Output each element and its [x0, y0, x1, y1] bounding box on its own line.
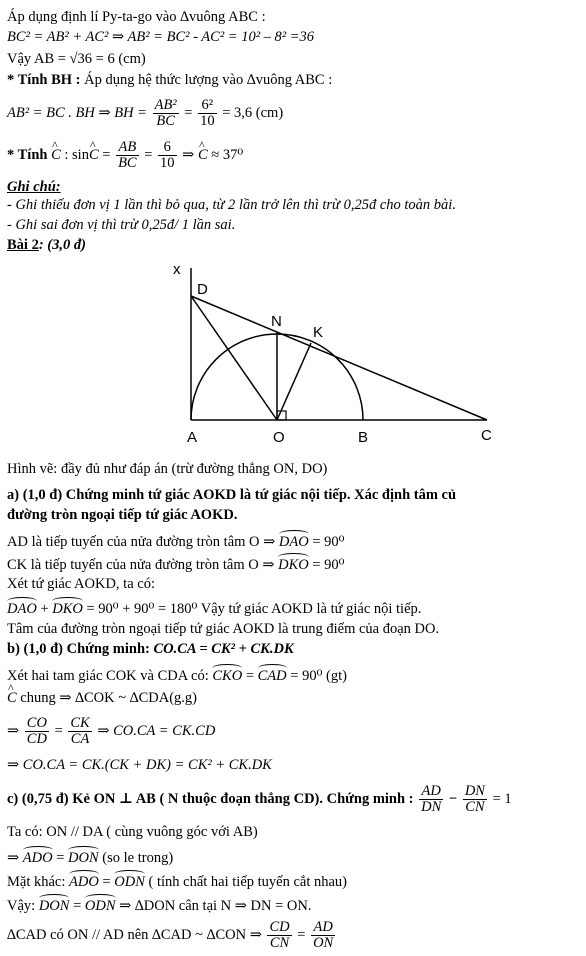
part-a-line-4: DAO + DKO = 90⁰ + 90⁰ = 180⁰ Vậy tứ giác AOKD là tứ giác nội tiếp. — [7, 597, 421, 618]
text-line-5: AB² = BC . BH ⇒ BH = $\frac{\text{AB²}}{BC}$ = $\frac{\text{6²}}{10}$ = 3,6 (cm) — [7, 97, 284, 129]
geometry-figure — [165, 258, 505, 450]
part-a-line-5: Tâm của đường tròn ngoại tiếp tứ giác AOKD là trung điểm của đoạn DO. — [7, 621, 440, 637]
text-line-3: Vậy AB = √36 = 6 (cm) — [7, 51, 146, 67]
fraction: $\frac{CO}{CD}$ — [26, 715, 47, 747]
part-a-line-3: Xét tứ giác AOKD, ta có: — [7, 576, 155, 592]
note-line-2: - Ghi sai đơn vị thì trừ 0,25đ/ 1 lần sai. — [7, 217, 236, 233]
text-line-6: * Tính ^ C : sin^ C = $\frac{AB}{BC}$ = $\frac{6}{10}$ ⇒ ^ C ≈ 37⁰ — [7, 140, 243, 171]
part-c-line-2: ⇒ ADO = DON (so le trong) — [7, 846, 173, 867]
part-c-line-1: Ta có: ON // DA ( cùng vuông góc với AB) — [7, 824, 258, 840]
part-b-line-1: Xét hai tam giác COK và CDA có: CKO = CAD = 90⁰ (gt) — [7, 664, 347, 685]
fraction: $\frac{AD}{DN}$ — [421, 783, 442, 815]
fraction: $\frac{CD}{CN}$ — [269, 919, 290, 951]
fraction: $\frac{6}{10}$ — [160, 139, 175, 171]
fraction: $\frac{AB}{BC}$ — [118, 139, 137, 171]
line-ok — [277, 343, 311, 420]
fraction: $\frac{\text{AB²}}{BC}$ — [154, 97, 177, 129]
fraction: $\frac{AD}{ON}$ — [313, 919, 334, 951]
part-c-line-5: ∆CAD có ON // AD nên ∆CAD ~ ∆CON ⇒ $\frac{CD}{CN}$ = $\frac{AD}{ON}$ — [7, 919, 334, 951]
text-line-4: * Tính BH : Áp dụng hệ thức lượng vào ∆vuông ABC : — [7, 72, 333, 88]
text-line-1: Áp dụng định lí Py-ta-go vào ∆vuông ABC : — [7, 9, 266, 25]
figure-note: Hình vẽ: đầy đủ như đáp án (trừ đường thẳng ON, DO) — [7, 461, 328, 477]
part-b-line-2: ^ C chung ⇒ ∆COK ~ ∆CDA(g.g) — [7, 689, 197, 707]
text-line-2: BC² = AB² + AC² ⇒ AB² = BC² - AC² = 10² – 8² =36 — [7, 29, 315, 45]
label-b: B — [358, 429, 369, 446]
part-a-line-2: CK là tiếp tuyến của nửa đường tròn tâm O ⇒ DKO = 90⁰ — [7, 553, 344, 574]
label-d: D — [197, 281, 208, 298]
bai2-heading: Bài 2: (3,0 đ) — [7, 237, 86, 253]
fraction: $\frac{\text{6²}}{10}$ — [200, 97, 215, 129]
note-heading: Ghi chú: — [7, 179, 61, 195]
part-c-title: c) (0,75 đ) Kẻ ON ⊥ AB ( N thuộc đoạn thẳng CD). Chứng minh : $\frac{AD}{DN}$ − $\frac{DN}{CN}$ = 1 — [7, 783, 512, 815]
part-b-line-4: ⇒ CO.CA = CK.(CK + DK) = CK² + CK.DK — [7, 757, 272, 773]
part-a-line-1: AD là tiếp tuyến của nửa đường tròn tâm O ⇒ DAO = 90⁰ — [7, 530, 344, 551]
fraction: $\frac{DN}{CN}$ — [464, 783, 485, 815]
note-line-1: - Ghi thiếu đơn vị 1 lần thì bỏ qua, từ 2 lần trở lên thì trừ 0,25đ cho toàn bài. — [7, 197, 456, 213]
label-c: C — [481, 427, 492, 444]
line-dc — [191, 296, 487, 420]
part-b-title: b) (1,0 đ) Chứng minh: CO.CA = CK² + CK.DK — [7, 641, 294, 657]
label-n: N — [271, 313, 282, 330]
part-c-line-3: Mặt khác: ADO = ODN ( tính chất hai tiếp tuyến cắt nhau) — [7, 870, 347, 891]
part-a-title-2: đường tròn ngoại tiếp tứ giác AOKD. — [7, 507, 238, 523]
label-a: A — [187, 429, 198, 446]
part-c-line-4: Vậy: DON = ODN ⇒ ∆DON cân tại N ⇒ DN = ON. — [7, 894, 311, 915]
fraction: $\frac{CK}{CA}$ — [70, 715, 90, 747]
label-x: x — [173, 261, 181, 278]
label-k: K — [313, 324, 324, 341]
label-o: O — [273, 429, 285, 446]
part-b-line-3: ⇒ $\frac{CO}{CD}$ = $\frac{CK}{CA}$ ⇒ CO.CA = CK.CD — [7, 715, 216, 747]
part-a-title: a) (1,0 đ) Chứng minh tứ giác AOKD là tứ giác nội tiếp. Xác định tâm củ — [7, 487, 457, 503]
